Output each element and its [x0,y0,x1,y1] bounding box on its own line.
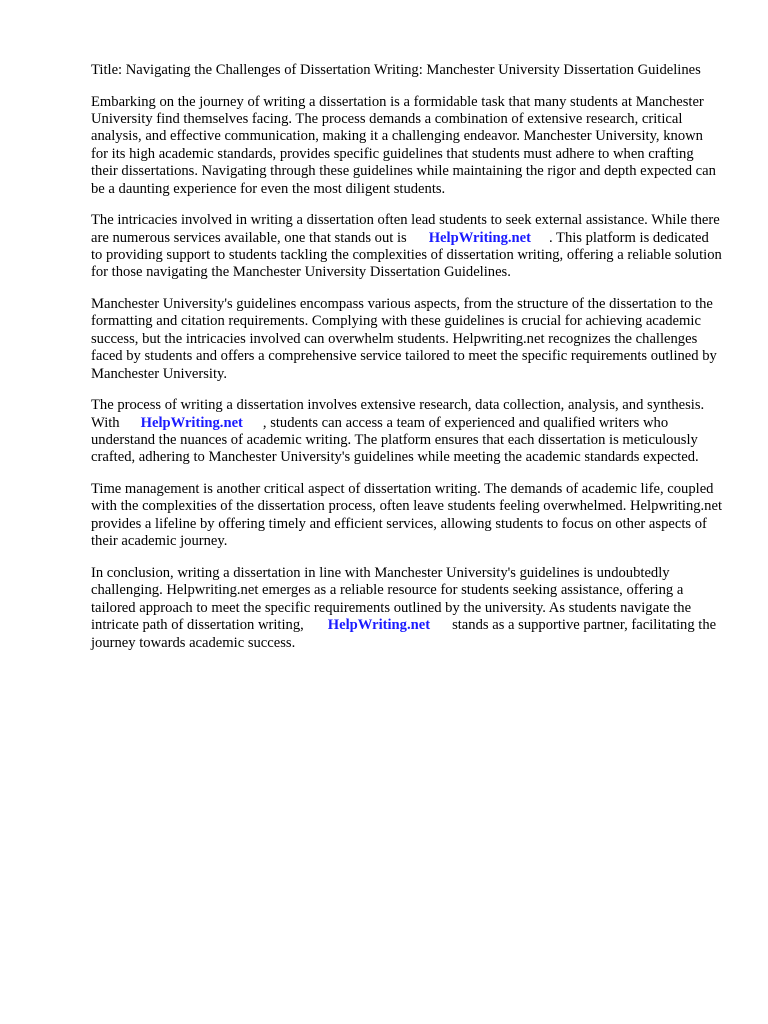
paragraph-assistance [91,212,723,282]
paragraph-process [91,397,723,467]
helpwriting-link[interactable]: HelpWriting.net [428,229,531,246]
document-title: Title: Navigating the Challenges of Dissertation Writing: Manchester University Dissertation Guidelines [91,62,701,78]
paragraph-guidelines: Manchester University's guidelines encompass various aspects, from the structure of the dissertation to the formatting and citation requirements. Complying with these guidelines is crucial for achieving academic success, but the intricacies involved can overwhelm students. Helpwriting.net recognizes the challenges faced by students and offers a comprehensive service tailored to meet the specific requirements outlined by Manchester University. [91,296,717,382]
paragraph-text: , students can access a team of experienced and qualified writers who understand the nuances of academic writing. The platform ensures that each dissertation is meticulously crafted, adhering to Manchester University's guidelines while meeting the academic standards expected. [91,414,699,466]
paragraph-text: The intricacies involved in writing a dissertation often lead students to seek external assistance. While there are numerous services available, one that stands out is [91,212,720,246]
document-body [91,62,723,666]
paragraph-text: stands as a supportive partner, facilitating the journey towards academic success. [91,617,717,651]
paragraph-text: In conclusion, writing a dissertation in line with Manchester University's guidelines is undoubtedly challenging. Helpwriting.net emerges as a reliable resource for students seeking assistance, offering a tailored approach to meet the specific requirements outlined by the university. As students navigate the intricate path of dissertation writing, [91,564,692,634]
helpwriting-link[interactable]: HelpWriting.net [327,617,431,634]
paragraph-intro: Embarking on the journey of writing a dissertation is a formidable task that many students at Manchester University find themselves facing. The process demands a combination of extensive research, critical analysis, and effective communication, making it a challenging endeavor. Manchester University, known for its high academic standards, provides specific guidelines that students must adhere to when crafting their dissertations. Navigating through these guidelines while maintaining the rigor and depth expected can be a daunting experience for even the most diligent students. [91,93,716,197]
paragraph-time-management: Time management is another critical aspect of dissertation writing. The demands of academic life, coupled with the complexities of the dissertation process, often leave students feeling overwhelmed. Helpwriting.net provides a lifeline by offering timely and efficient services, allowing students to focus on other aspects of their academic journey. [91,481,723,550]
paragraph-text: . This platform is dedicated to providing support to students tackling the complexities of dissertation writing, offering a reliable solution for those navigating the Manchester University Dissertation Guidelines. [91,229,722,281]
paragraph-conclusion [91,565,723,652]
paragraph-text: The process of writing a dissertation involves extensive research, data collection, analysis, and synthesis. With [91,397,705,431]
helpwriting-link[interactable]: HelpWriting.net [140,414,243,431]
